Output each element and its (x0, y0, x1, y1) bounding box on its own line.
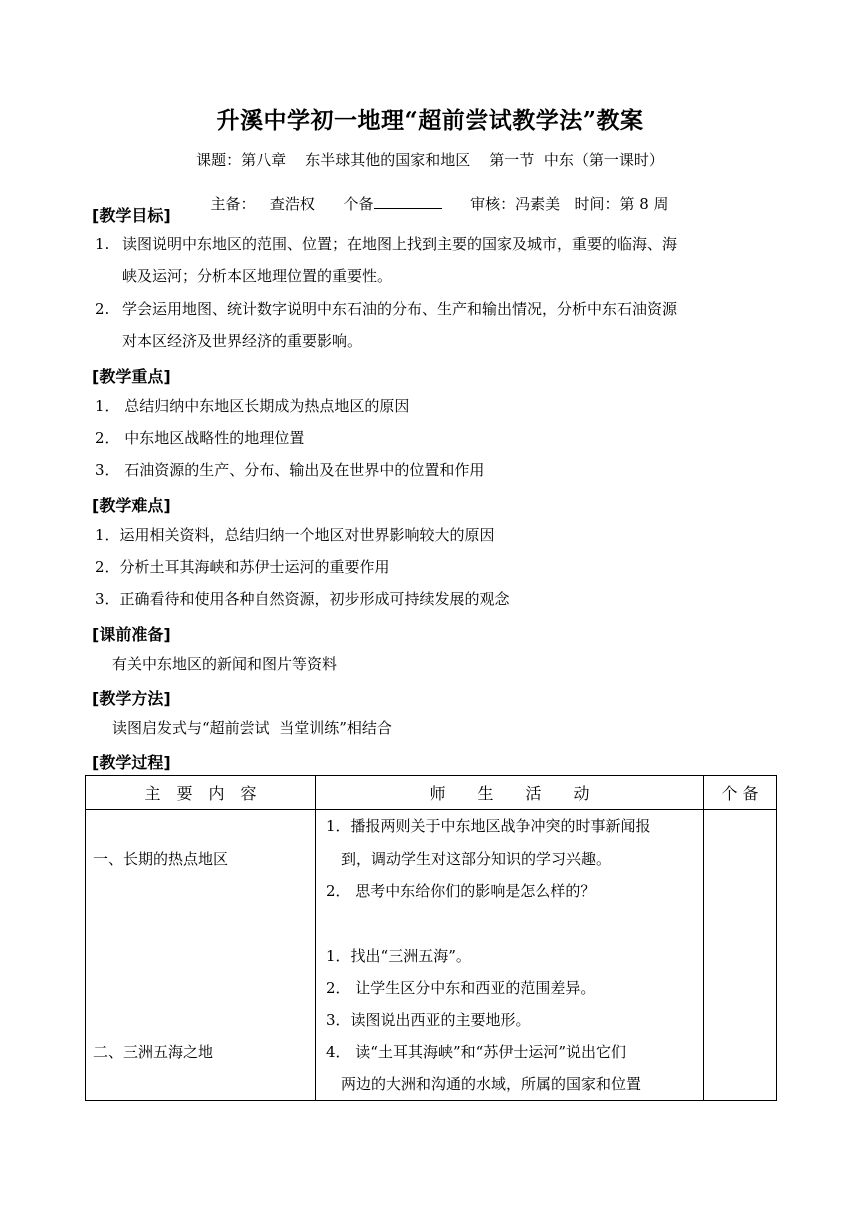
main-prep-label: 主备： (210, 195, 256, 213)
document-title: 升溪中学初一地理“超前尝试教学法”教案 (216, 107, 644, 134)
difficult-point-1: 1．运用相关资料，总结归纳一个地区对世界影响较大的原因 (95, 526, 495, 544)
content-item-2: 二、三洲五海之地 (93, 1043, 214, 1061)
header-personal-prep: 个 备 (704, 776, 777, 810)
time-label: 时间：第 8 周 (574, 195, 669, 213)
header-activities: 师 生 活 动 (316, 776, 704, 810)
activities-cell (316, 810, 704, 1101)
activity-line-3: 2． 思考中东给你们的影响是怎么样的？ (326, 882, 596, 900)
activity-line-2: 到，调动学生对这部分知识的学习兴趣。 (341, 850, 612, 868)
key-point-3: 3． 石油资源的生产、分布、输出及在世界中的位置和作用 (95, 461, 485, 479)
difficult-point-2: 2．分析土耳其海峡和苏伊士运河的重要作用 (95, 558, 390, 576)
main-prep-name: 查浩权 (269, 195, 315, 213)
objective-2-line2: 对本区经济及世界经济的重要影响。 (122, 332, 363, 350)
personal-prep-blank (374, 194, 442, 209)
review-label: 审核：冯素美 (470, 195, 561, 213)
personal-prep-label: 个备 (343, 195, 374, 213)
difficult-point-3: 3．正确看待和使用各种自然资源，初步形成可持续发展的观念 (95, 590, 510, 608)
objective-2-line1: 学会运用地图、统计数字说明中东石油的分布、生产和输出情况，分析中东石油资源 (122, 300, 678, 318)
header-main-content: 主 要 内 容 (86, 776, 316, 810)
method-text: 读图启发式与“超前尝试 当堂训练”相结合 (112, 719, 392, 737)
key-point-1: 1． 总结归纳中东地区长期成为热点地区的原因 (95, 397, 410, 415)
objective-1-line2: 峡及运河；分析本区地理位置的重要性。 (122, 267, 393, 285)
key-points-heading: [教学重点] (92, 367, 171, 386)
course-line: 课题：第八章 东半球其他的国家和地区 第一节 中东（第一课时） (196, 151, 664, 169)
objective-1-line1: 读图说明中东地区的范围、位置；在地图上找到主要的国家及城市，重要的临海、海 (122, 235, 678, 253)
preparation-heading: [课前准备] (92, 625, 171, 644)
preparation-text: 有关中东地区的新闻和图片等资料 (112, 655, 338, 673)
activity-line-6: 3．读图说出西亚的主要地形。 (326, 1011, 531, 1029)
difficult-points-heading: [教学难点] (92, 496, 171, 515)
process-table (85, 775, 777, 1101)
activity-line-8: 两边的大洲和沟通的水域，所属的国家和位置 (341, 1075, 642, 1093)
table-header-row (86, 776, 777, 810)
objective-1-num: 1. (95, 235, 110, 253)
personal-prep-cell (704, 810, 777, 1101)
content-item-1: 一、长期的热点地区 (93, 850, 229, 868)
content-cell (86, 810, 316, 1101)
process-heading: [教学过程] (92, 753, 171, 772)
activity-line-5: 2． 让学生区分中东和西亚的范围差异。 (326, 979, 596, 997)
table-row (86, 810, 777, 1101)
method-heading: [教学方法] (92, 689, 171, 708)
key-point-2: 2． 中东地区战略性的地理位置 (95, 429, 305, 447)
objectives-heading: [教学目标] (92, 206, 171, 225)
activity-line-4: 1．找出“三洲五海”。 (326, 947, 471, 965)
activity-line-1: 1．播报两则关于中东地区战争冲突的时事新闻报 (326, 817, 651, 835)
activity-line-7: 4． 读“土耳其海峡”和“苏伊士运河”说出它们 (326, 1043, 626, 1061)
objective-2-num: 2. (95, 300, 110, 318)
